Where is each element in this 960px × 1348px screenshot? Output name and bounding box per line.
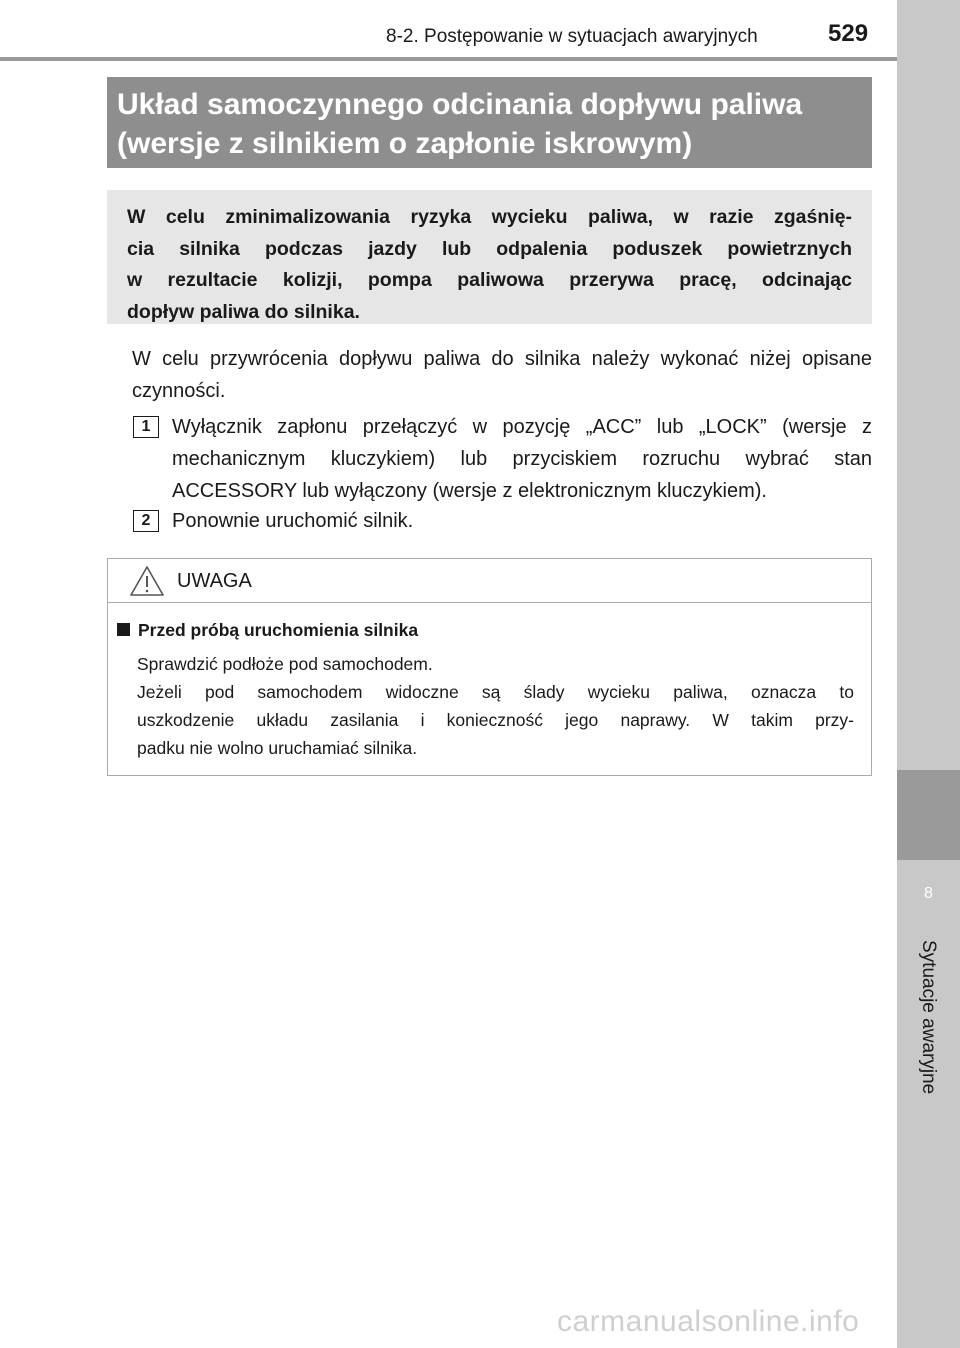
square-bullet-icon: [117, 623, 130, 636]
step-number-badge: 1: [133, 416, 159, 438]
warning-line-1: Sprawdzić podłoże pod samochodem.: [137, 654, 433, 674]
warning-header: [108, 559, 871, 603]
intro-line-4: dopływ paliwa do silnika.: [127, 300, 360, 323]
title-line-2: (wersje z silnikiem o zapłonie iskrowym): [117, 127, 693, 160]
warning-subheading-text: Przed próbą uruchomienia silnika: [138, 620, 419, 640]
warning-line-4: padku nie wolno uruchamiać silnika.: [137, 738, 418, 758]
step-text: Ponownie uruchomić silnik.: [172, 510, 414, 532]
section-heading: 8-2. Postępowanie w sytuacjach awaryjnych: [386, 26, 758, 47]
page-title: [107, 77, 872, 168]
chapter-number: 8: [924, 885, 933, 902]
watermark: carmanualsonline.info: [557, 1305, 860, 1338]
intro-box: [107, 190, 872, 324]
chapter-title: Sytuacje awaryjne: [918, 940, 939, 1095]
intro-line-2: cia silnika podczas jazdy lub odpalenia poduszek powietrznych: [127, 237, 852, 260]
warning-subheading: [117, 620, 418, 641]
warning-line-3: uszkodzenie układu zasilania i konieczność jego naprawy. W takim przy-: [137, 710, 854, 730]
page-number: 529: [828, 20, 869, 47]
chapter-sidebar: [897, 0, 960, 1348]
warning-label: UWAGA: [177, 570, 252, 592]
warning-line-2: Jeżeli pod samochodem widoczne są ślady wycieku paliwa, oznacza to: [137, 682, 854, 702]
intro-line-1: W celu zminimalizowania ryzyka wycieku paliwa, w razie zgaśnię-: [127, 206, 852, 228]
warning-box: [107, 558, 872, 776]
step-text: Wyłącznik zapłonu przełączyć w pozycję „ACC” lub „LOCK” (wersje z mechanicznym kluczykiem) lub przyciskiem rozruchu wybrać stan ACCESSORY lub wyłączony (wersje z elektronicznym kluczykiem).: [172, 416, 872, 502]
header-rule: [0, 57, 897, 61]
intro-line-3: w rezultacie kolizji, pompa paliwowa przerywa pracę, odcinając: [127, 269, 852, 291]
warning-body: [137, 650, 854, 762]
chapter-tab: [897, 770, 960, 860]
body-paragraph: W celu przywrócenia dopływu paliwa do silnika należy wykonać niżej opisane czynności.: [132, 348, 872, 402]
warning-triangle-icon: [129, 565, 165, 597]
step-number-badge: 2: [133, 510, 159, 532]
title-line-1: Układ samoczynnego odcinania dopływu paliwa: [117, 88, 803, 121]
